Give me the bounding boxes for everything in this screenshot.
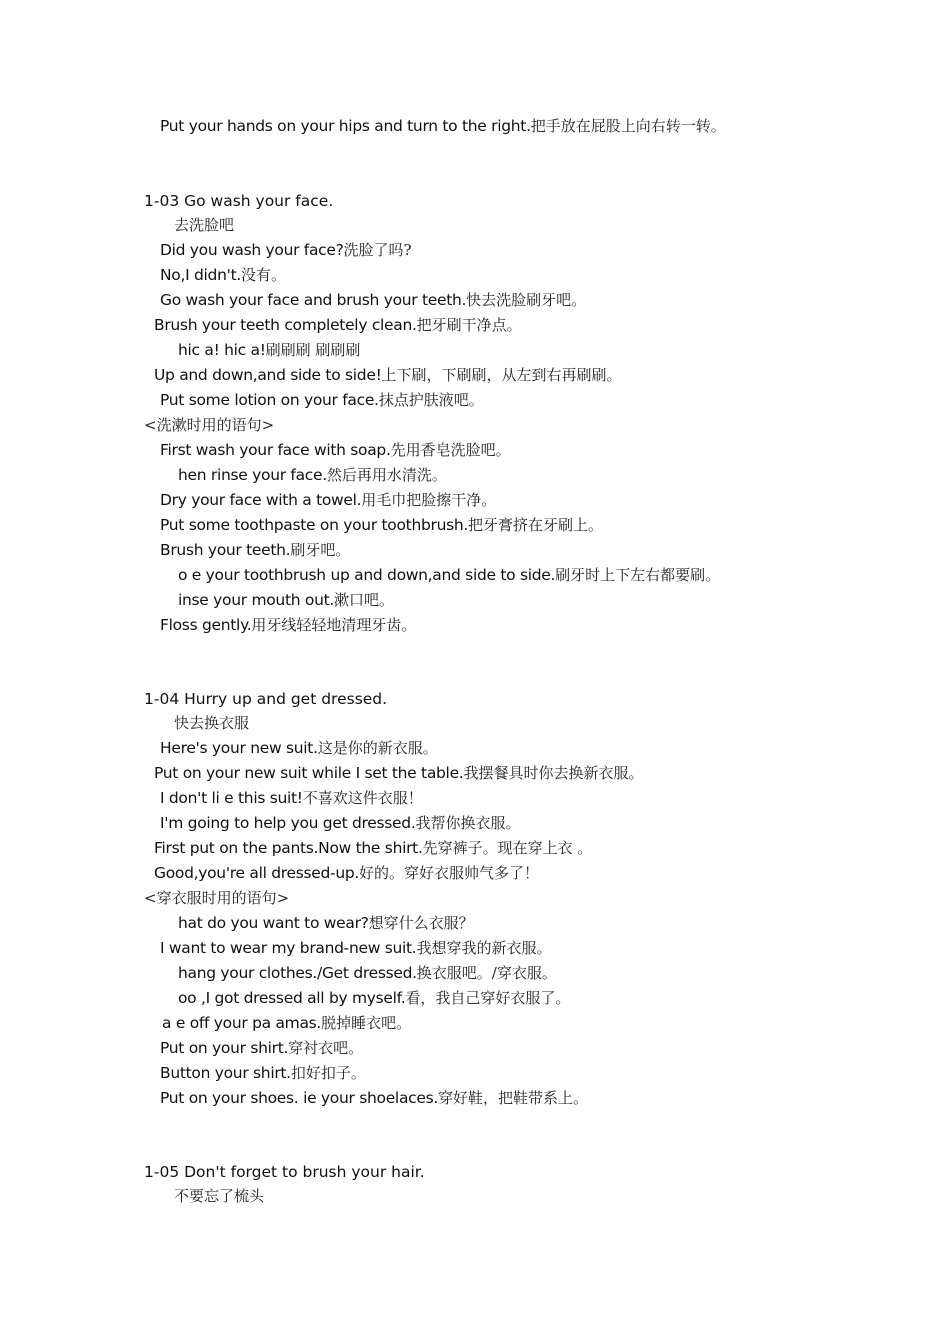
chinese-text: 想穿什么衣服？ (368, 914, 474, 932)
chinese-text: 换衣服吧。/穿衣服。 (416, 964, 557, 982)
chinese-text: 穿好鞋，把鞋带系上。 (438, 1089, 589, 1107)
chinese-text: 看，我自己穿好衣服了。 (405, 989, 571, 1007)
english-text: oo ,I got dressed all by myself. (178, 989, 406, 1007)
sentence-line (160, 615, 416, 636)
chinese-text: 先穿裤子。现在穿上衣 。 (422, 839, 593, 857)
english-text: Brush your teeth completely clean. (154, 316, 417, 334)
english-text: o e your toothbrush up and down,and side to side. (178, 566, 556, 584)
sentence-line (154, 315, 522, 336)
chinese-text: 把牙刷干净点。 (416, 316, 522, 334)
chinese-text: 刷刷刷 刷刷刷 (265, 341, 361, 359)
english-text: hang your clothes./Get dressed. (178, 964, 417, 982)
chinese-text: 快去洗脸刷牙吧。 (466, 291, 587, 309)
english-text: First wash your face with soap. (160, 441, 391, 459)
chinese-text: 没有。 (240, 266, 286, 284)
chinese-text: 不喜欢这件衣服！ (302, 789, 423, 807)
sentence-line (154, 838, 592, 859)
english-text: Did you wash your face? (160, 241, 344, 259)
chinese-text: 把手放在屁股上向右转一转。 (530, 117, 726, 135)
english-text: Put your hands on your hips and turn to the right. (160, 117, 531, 135)
chinese-text: 用牙线轻轻地清理牙齿。 (251, 616, 417, 634)
sentence-line (178, 465, 447, 486)
english-text: hen rinse your face. (178, 466, 327, 484)
sentence-line (154, 863, 539, 884)
english-text: Floss gently. (160, 616, 252, 634)
english-text: a e off your pa amas. (162, 1014, 322, 1032)
sentence-line (160, 813, 520, 834)
sentence-line (178, 340, 360, 361)
chinese-text: 穿衬衣吧。 (288, 1039, 364, 1057)
english-text: Put on your shoes. ie your shoelaces. (160, 1089, 438, 1107)
chinese-text: 扣好扣子。 (290, 1064, 366, 1082)
english-text: Go wash your face and brush your teeth. (160, 291, 467, 309)
english-text: First put on the pants.Now the shirt. (154, 839, 423, 857)
chinese-text: 抹点护肤液吧。 (378, 391, 484, 409)
sentence-line (178, 590, 394, 611)
english-text: Put some toothpaste on your toothbrush. (160, 516, 469, 534)
bracket-heading: <穿衣服时用的语句> (144, 889, 290, 907)
sentence-line (160, 490, 496, 511)
chinese-text: 刷牙吧。 (290, 541, 351, 559)
sentence-line (160, 1063, 366, 1084)
sentence-line (160, 938, 551, 959)
english-text: Put some lotion on your face. (160, 391, 379, 409)
sentence-line (160, 1038, 363, 1059)
chinese-text: 上下刷，下刷刷，从左到右再刷刷。 (381, 366, 622, 384)
english-text: hat do you want to wear? (178, 914, 369, 932)
sentence-line (160, 390, 484, 411)
chinese-text: 好的。穿好衣服帅气多了！ (359, 864, 540, 882)
english-text: hic a! hic a! (178, 341, 266, 359)
english-text: I don't li e this suit! (160, 789, 303, 807)
section-heading: 1-04 Hurry up and get dressed. (144, 690, 388, 708)
english-text: Brush your teeth. (160, 541, 291, 559)
chinese-text: 漱口吧。 (334, 591, 395, 609)
chinese-text: 洗脸了吗? (343, 241, 412, 259)
chinese-text: 然后再用水清洗。 (326, 466, 447, 484)
english-text: Good,you're all dressed-up. (154, 864, 360, 882)
sentence-line (160, 440, 511, 461)
sentence-line (154, 365, 622, 386)
sentence-line (160, 290, 586, 311)
sentence-line (160, 240, 412, 261)
chinese-text: 脱掉睡衣吧。 (321, 1014, 412, 1032)
english-text: No,I didn't. (160, 266, 241, 284)
sentence-line (160, 515, 603, 536)
chinese-text: 我帮你换衣服。 (415, 814, 521, 832)
sentence-line (160, 738, 438, 759)
sentence-line (160, 1088, 588, 1109)
section-subtitle: 快去换衣服 (174, 714, 250, 732)
sentence-line (178, 913, 474, 934)
section-heading: 1-03 Go wash your face. (144, 192, 334, 210)
chinese-text: 把牙膏挤在牙刷上。 (468, 516, 604, 534)
section-heading: 1-05 Don't forget to brush your hair. (144, 1163, 425, 1181)
english-text: Up and down,and side to side! (154, 366, 382, 384)
chinese-text: 先用香皂洗脸吧。 (390, 441, 511, 459)
sentence-line (178, 565, 720, 586)
sentence-line (160, 540, 350, 561)
chinese-text: 用毛巾把脸擦干净。 (361, 491, 497, 509)
chinese-text: 我摆餐具时你去换新衣服。 (463, 764, 644, 782)
english-text: I'm going to help you get dressed. (160, 814, 416, 832)
section-subtitle: 去洗脸吧 (174, 216, 235, 234)
section-subtitle: 不要忘了梳头 (174, 1187, 265, 1205)
english-text: Put on your shirt. (160, 1039, 289, 1057)
sentence-line (160, 788, 423, 809)
english-text: Button your shirt. (160, 1064, 291, 1082)
sentence-line (160, 265, 286, 286)
english-text: Dry your face with a towel. (160, 491, 362, 509)
sentence-line (162, 1013, 411, 1034)
sentence-line (178, 963, 557, 984)
sentence-line (160, 116, 726, 137)
sentence-line (178, 988, 570, 1009)
english-text: I want to wear my brand-new suit. (160, 939, 417, 957)
chinese-text: 刷牙时上下左右都要刷。 (555, 566, 721, 584)
english-text: Here's your new suit. (160, 739, 318, 757)
english-text: inse your mouth out. (178, 591, 334, 609)
chinese-text: 这是你的新衣服。 (317, 739, 438, 757)
english-text: Put on your new suit while I set the table. (154, 764, 464, 782)
bracket-heading: <洗漱时用的语句> (144, 416, 275, 434)
chinese-text: 我想穿我的新衣服。 (416, 939, 552, 957)
sentence-line (154, 763, 643, 784)
